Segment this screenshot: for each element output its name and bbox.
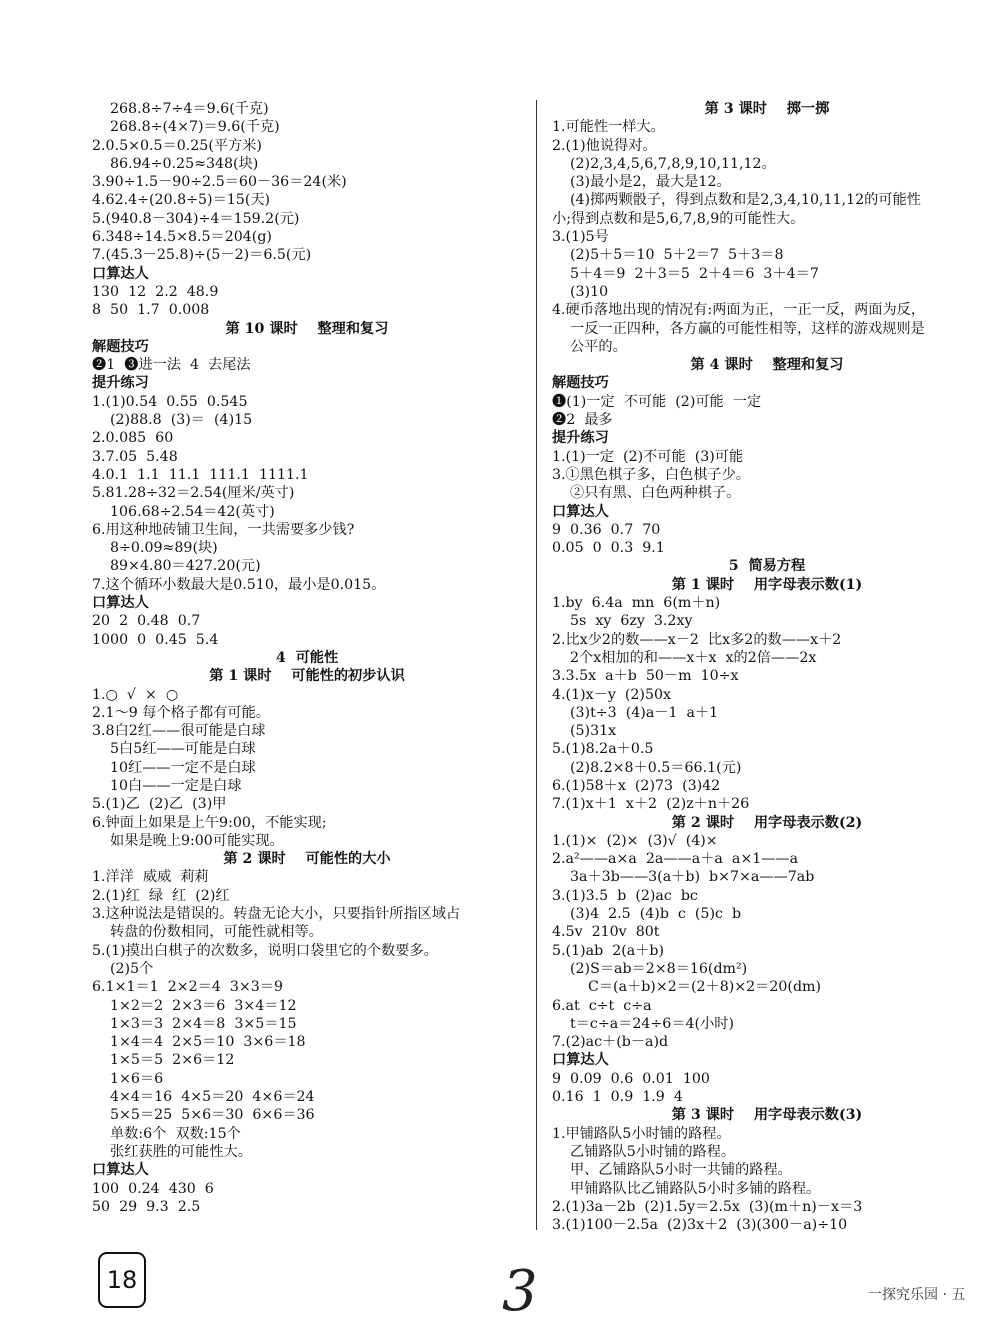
answer-line: 2.1～9 每个格子都有可能。 — [92, 704, 270, 721]
answer-line: C＝(a＋b)×2＝(2＋8)×2＝20(dm) — [588, 979, 822, 996]
answer-line: (2)8.2×8＋0.5＝66.1(元) — [570, 759, 742, 776]
answer-line: 5×5＝25 5×6＝30 6×6＝36 — [110, 1107, 315, 1124]
answer-line: 乙铺路队5小时铺的路程。 — [570, 1143, 736, 1160]
answer-line: (2)2,3,4,5,6,7,8,9,10,11,12。 — [570, 155, 776, 172]
section-heading: 5 简易方程 — [728, 558, 806, 575]
answer-line: 1000 0 0.45 5.4 — [92, 631, 219, 648]
page-number: 18 — [98, 1252, 146, 1308]
answer-line: (3)4 2.5 (4)b c (5)c b — [570, 906, 742, 923]
section-heading: 第 4 课时 整理和复习 — [690, 357, 844, 374]
answer-line: 解题技巧 — [92, 338, 149, 355]
answer-line: 口算达人 — [92, 1162, 149, 1179]
answer-line: 1.by 6.4a mn 6(m＋n) — [552, 595, 721, 612]
answer-line: 5.(940.8－304)÷4＝159.2(元) — [92, 210, 300, 227]
answer-line: 10白——一定是白球 — [110, 777, 242, 794]
answer-line: 268.8÷(4×7)＝9.6(千克) — [110, 119, 280, 136]
answer-line: 6.用这种地砖铺卫生间，一共需要多少钱? — [92, 521, 355, 538]
answer-line: ❷2 最多 — [552, 412, 613, 429]
answer-line: ②只有黑、白色两种棋子。 — [570, 485, 741, 502]
answer-line: 1.○ √ × ○ — [92, 686, 179, 703]
answer-line: 5＋4＝9 2＋3＝5 2＋4＝6 3＋4＝7 — [570, 265, 819, 282]
answer-line: 8÷0.09≈89(块) — [110, 540, 218, 557]
answer-line: (4)掷两颗骰子，得到点数和是2,3,4,10,11,12的可能性 — [570, 192, 921, 209]
answer-line: 3.①黑色棋子多，白色棋子少。 — [552, 466, 750, 483]
answer-line: 提升练习 — [92, 375, 149, 392]
answer-line: 甲铺路队比乙铺路队5小时多铺的路程。 — [570, 1180, 821, 1197]
answer-line: 小;得到点数和是5,6,7,8,9的可能性大。 — [552, 210, 805, 227]
answer-line: t＝c÷a＝24÷6＝4(小时) — [570, 1015, 734, 1032]
answer-line: 89×4.80＝427.20(元) — [110, 558, 261, 575]
answer-line: 3.90÷1.5－90÷2.5＝60－36＝24(米) — [92, 174, 347, 191]
answer-line: 口算达人 — [92, 595, 149, 612]
answer-line: 4.62.4÷(20.8÷5)＝15(天) — [92, 192, 271, 209]
answer-line: 3.(1)3.5 b (2)ac bc — [552, 887, 698, 904]
answer-line: 如果是晚上9:00可能实现。 — [110, 832, 284, 849]
answer-line: 5.(1)摸出白棋子的次数多，说明口袋里它的个数要多。 — [92, 942, 438, 959]
answer-line: 公平的。 — [570, 338, 627, 355]
answer-line: 2个x相加的和——x＋x x的2倍——2x — [570, 649, 817, 666]
answer-line: 4.0.1 1.1 11.1 111.1 1111.1 — [92, 466, 309, 483]
answer-line: 单数:6个 双数:15个 — [110, 1125, 241, 1142]
answer-line: 6.(1)58＋x (2)73 (3)42 — [552, 777, 721, 794]
answer-line: 3.这种说法是错误的。转盘无论大小，只要指针所指区域占 — [92, 906, 461, 923]
answer-line: 0.05 0 0.3 9.1 — [552, 540, 665, 557]
answer-line: 5.(1)8.2a＋0.5 — [552, 741, 654, 758]
answer-line: 9 0.36 0.7 70 — [552, 521, 661, 538]
answer-line: 口算达人 — [552, 503, 609, 520]
answer-line: 2.a²——a×a 2a——a＋a a×1——a — [552, 851, 799, 868]
answer-line: 2.比x少2的数——x－2 比x多2的数——x＋2 — [552, 631, 842, 648]
answer-line: 1.(1)0.54 0.55 0.545 — [92, 393, 248, 410]
answer-line: (5)31x — [570, 723, 617, 740]
answer-line: 9 0.09 0.6 0.01 100 — [552, 1070, 710, 1087]
answer-line: 100 0.24 430 6 — [92, 1180, 214, 1197]
answer-line: 86.94÷0.25≈348(块) — [110, 155, 259, 172]
answer-line: 2.0.5×0.5＝0.25(平方米) — [92, 137, 262, 154]
answer-line: 3.7.05 5.48 — [92, 448, 178, 465]
answer-line: 1×5＝5 2×6＝12 — [110, 1052, 235, 1069]
answer-line: (2)5个 — [110, 960, 154, 977]
answer-line: 4.(1)x－y (2)50x — [552, 686, 672, 703]
section-heading: 第 3 课时 用字母表示数(3) — [671, 1107, 863, 1124]
section-heading: 第 1 课时 用字母表示数(1) — [671, 576, 863, 593]
answer-line: 106.68÷2.54＝42(英寸) — [110, 503, 275, 520]
answer-line: 6.1×1＝1 2×2＝4 3×3＝9 — [92, 979, 284, 996]
answer-line: 268.8÷7÷4＝9.6(千克) — [110, 101, 269, 117]
column-divider — [536, 100, 537, 1230]
answer-line: 5.(1)乙 (2)乙 (3)甲 — [92, 796, 227, 813]
answer-line: 1.(1)× (2)× (3)√ (4)× — [552, 832, 718, 849]
answer-line: (3)t÷3 (4)a－1 a＋1 — [570, 704, 719, 721]
answer-line: 3.(1)5号 — [552, 229, 609, 246]
answer-line: 甲、乙铺路队5小时一共铺的路程。 — [570, 1162, 792, 1179]
answer-line: 1.(1)一定 (2)不可能 (3)可能 — [552, 448, 744, 465]
answer-line: (2)88.8 (3)＝ (4)15 — [110, 412, 253, 429]
section-heading: 第 3 课时 掷一掷 — [704, 101, 830, 117]
answer-line: 50 29 9.3 2.5 — [92, 1198, 201, 1215]
section-heading: 4 可能性 — [275, 649, 339, 666]
answer-line: 提升练习 — [552, 430, 609, 447]
answer-line: 2.(1)3a－2b (2)1.5y＝2.5x (3)(m＋n)－x＝3 — [552, 1198, 863, 1215]
answer-line: 7.(1)x＋1 x＋2 (2)z＋n＋26 — [552, 796, 750, 813]
answer-line: ❶(1)一定 不可能 (2)可能 一定 — [552, 393, 762, 410]
answer-line: 6.348÷14.5×8.5＝204(g) — [92, 229, 272, 246]
left-column — [92, 100, 522, 1216]
answer-line: ❷1 ❸进一法 4 去尾法 — [92, 357, 251, 374]
answer-line: 3.(1)100－2.5a (2)3x＋2 (3)(300－a)÷10 — [552, 1217, 848, 1234]
brand-footer: 一探究乐园 · 五 — [868, 1287, 966, 1303]
answer-line: 130 12 2.2 48.9 — [92, 283, 219, 300]
answer-line: 2.0.085 60 — [92, 430, 174, 447]
answer-line: 1×4＝4 2×5＝10 3×6＝18 — [110, 1034, 306, 1051]
answer-line: 8 50 1.7 0.008 — [92, 302, 210, 319]
answer-line: 7.这个循环小数最大是0.510，最小是0.015。 — [92, 576, 386, 593]
section-heading: 第 10 课时 整理和复习 — [225, 320, 389, 337]
answer-line: (3)10 — [570, 283, 609, 300]
answer-line: 1.洋洋 威威 莉莉 — [92, 869, 209, 886]
section-heading: 第 2 课时 用字母表示数(2) — [671, 814, 863, 831]
answer-line: 1×3＝3 2×4＝8 3×5＝15 — [110, 1015, 297, 1032]
section-heading: 第 1 课时 可能性的初步认识 — [209, 668, 405, 685]
answer-line: 3.8白2红——很可能是白球 — [92, 723, 266, 740]
answer-line: 一反一正四种，各方赢的可能性相等，这样的游戏规则是 — [570, 320, 925, 337]
answer-line: 7.(45.3－25.8)÷(5－2)＝6.5(元) — [92, 247, 312, 264]
answer-line: 张红获胜的可能性大。 — [110, 1143, 252, 1160]
answer-line: 1×6＝6 — [110, 1070, 164, 1087]
answer-line: (2)S＝ab＝2×8＝16(dm²) — [570, 960, 748, 977]
handwritten-mark: 3 — [502, 1259, 538, 1324]
answer-line: (2)5＋5＝10 5＋2＝7 5＋3＝8 — [570, 247, 784, 264]
answer-line: 6.钟面上如果是上午9:00，不能实现; — [92, 814, 327, 831]
answer-line: 4.硬币落地出现的情况有:两面为正，一正一反，两面为反， — [552, 302, 926, 319]
answer-line: (3)最小是2，最大是12。 — [570, 174, 731, 191]
answer-line: 3a＋3b——3(a＋b) b×7×a——7ab — [570, 869, 815, 886]
answer-line: 5.81.28÷32＝2.54(厘米/英寸) — [92, 485, 295, 502]
answer-line: 1×2＝2 2×3＝6 3×4＝12 — [110, 997, 297, 1014]
answer-line: 20 2 0.48 0.7 — [92, 613, 201, 630]
right-column — [552, 100, 982, 1234]
answer-line: 5.(1)ab 2(a＋b) — [552, 942, 665, 959]
answer-line: 0.16 1 0.9 1.9 4 — [552, 1089, 683, 1106]
answer-line: 2.(1)他说得对。 — [552, 137, 657, 154]
answer-line: 1.甲铺路队5小时铺的路程。 — [552, 1125, 731, 1142]
answer-line: 口算达人 — [552, 1052, 609, 1069]
answer-line: 4×4＝16 4×5＝20 4×6＝24 — [110, 1089, 315, 1106]
answer-line: 1.可能性一样大。 — [552, 119, 665, 136]
answer-line: 4.5v 210v 80t — [552, 924, 660, 941]
answer-line: 5白5红——可能是白球 — [110, 741, 256, 758]
answer-line: 口算达人 — [92, 265, 149, 282]
answer-line: 7.(2)ac＋(b－a)d — [552, 1034, 669, 1051]
answer-line: 10红——一定不是白球 — [110, 759, 256, 776]
section-heading: 第 2 课时 可能性的大小 — [223, 851, 391, 868]
answer-line: 转盘的份数相同，可能性就相等。 — [110, 924, 323, 941]
answer-line: 5s xy 6zy 3.2xy — [570, 613, 693, 630]
answer-line: 解题技巧 — [552, 375, 609, 392]
answer-line: 3.3.5x a＋b 50－m 10÷x — [552, 668, 739, 685]
answer-line: 2.(1)红 绿 红 (2)红 — [92, 887, 230, 904]
answer-line: 6.at c÷t c÷a — [552, 997, 652, 1014]
